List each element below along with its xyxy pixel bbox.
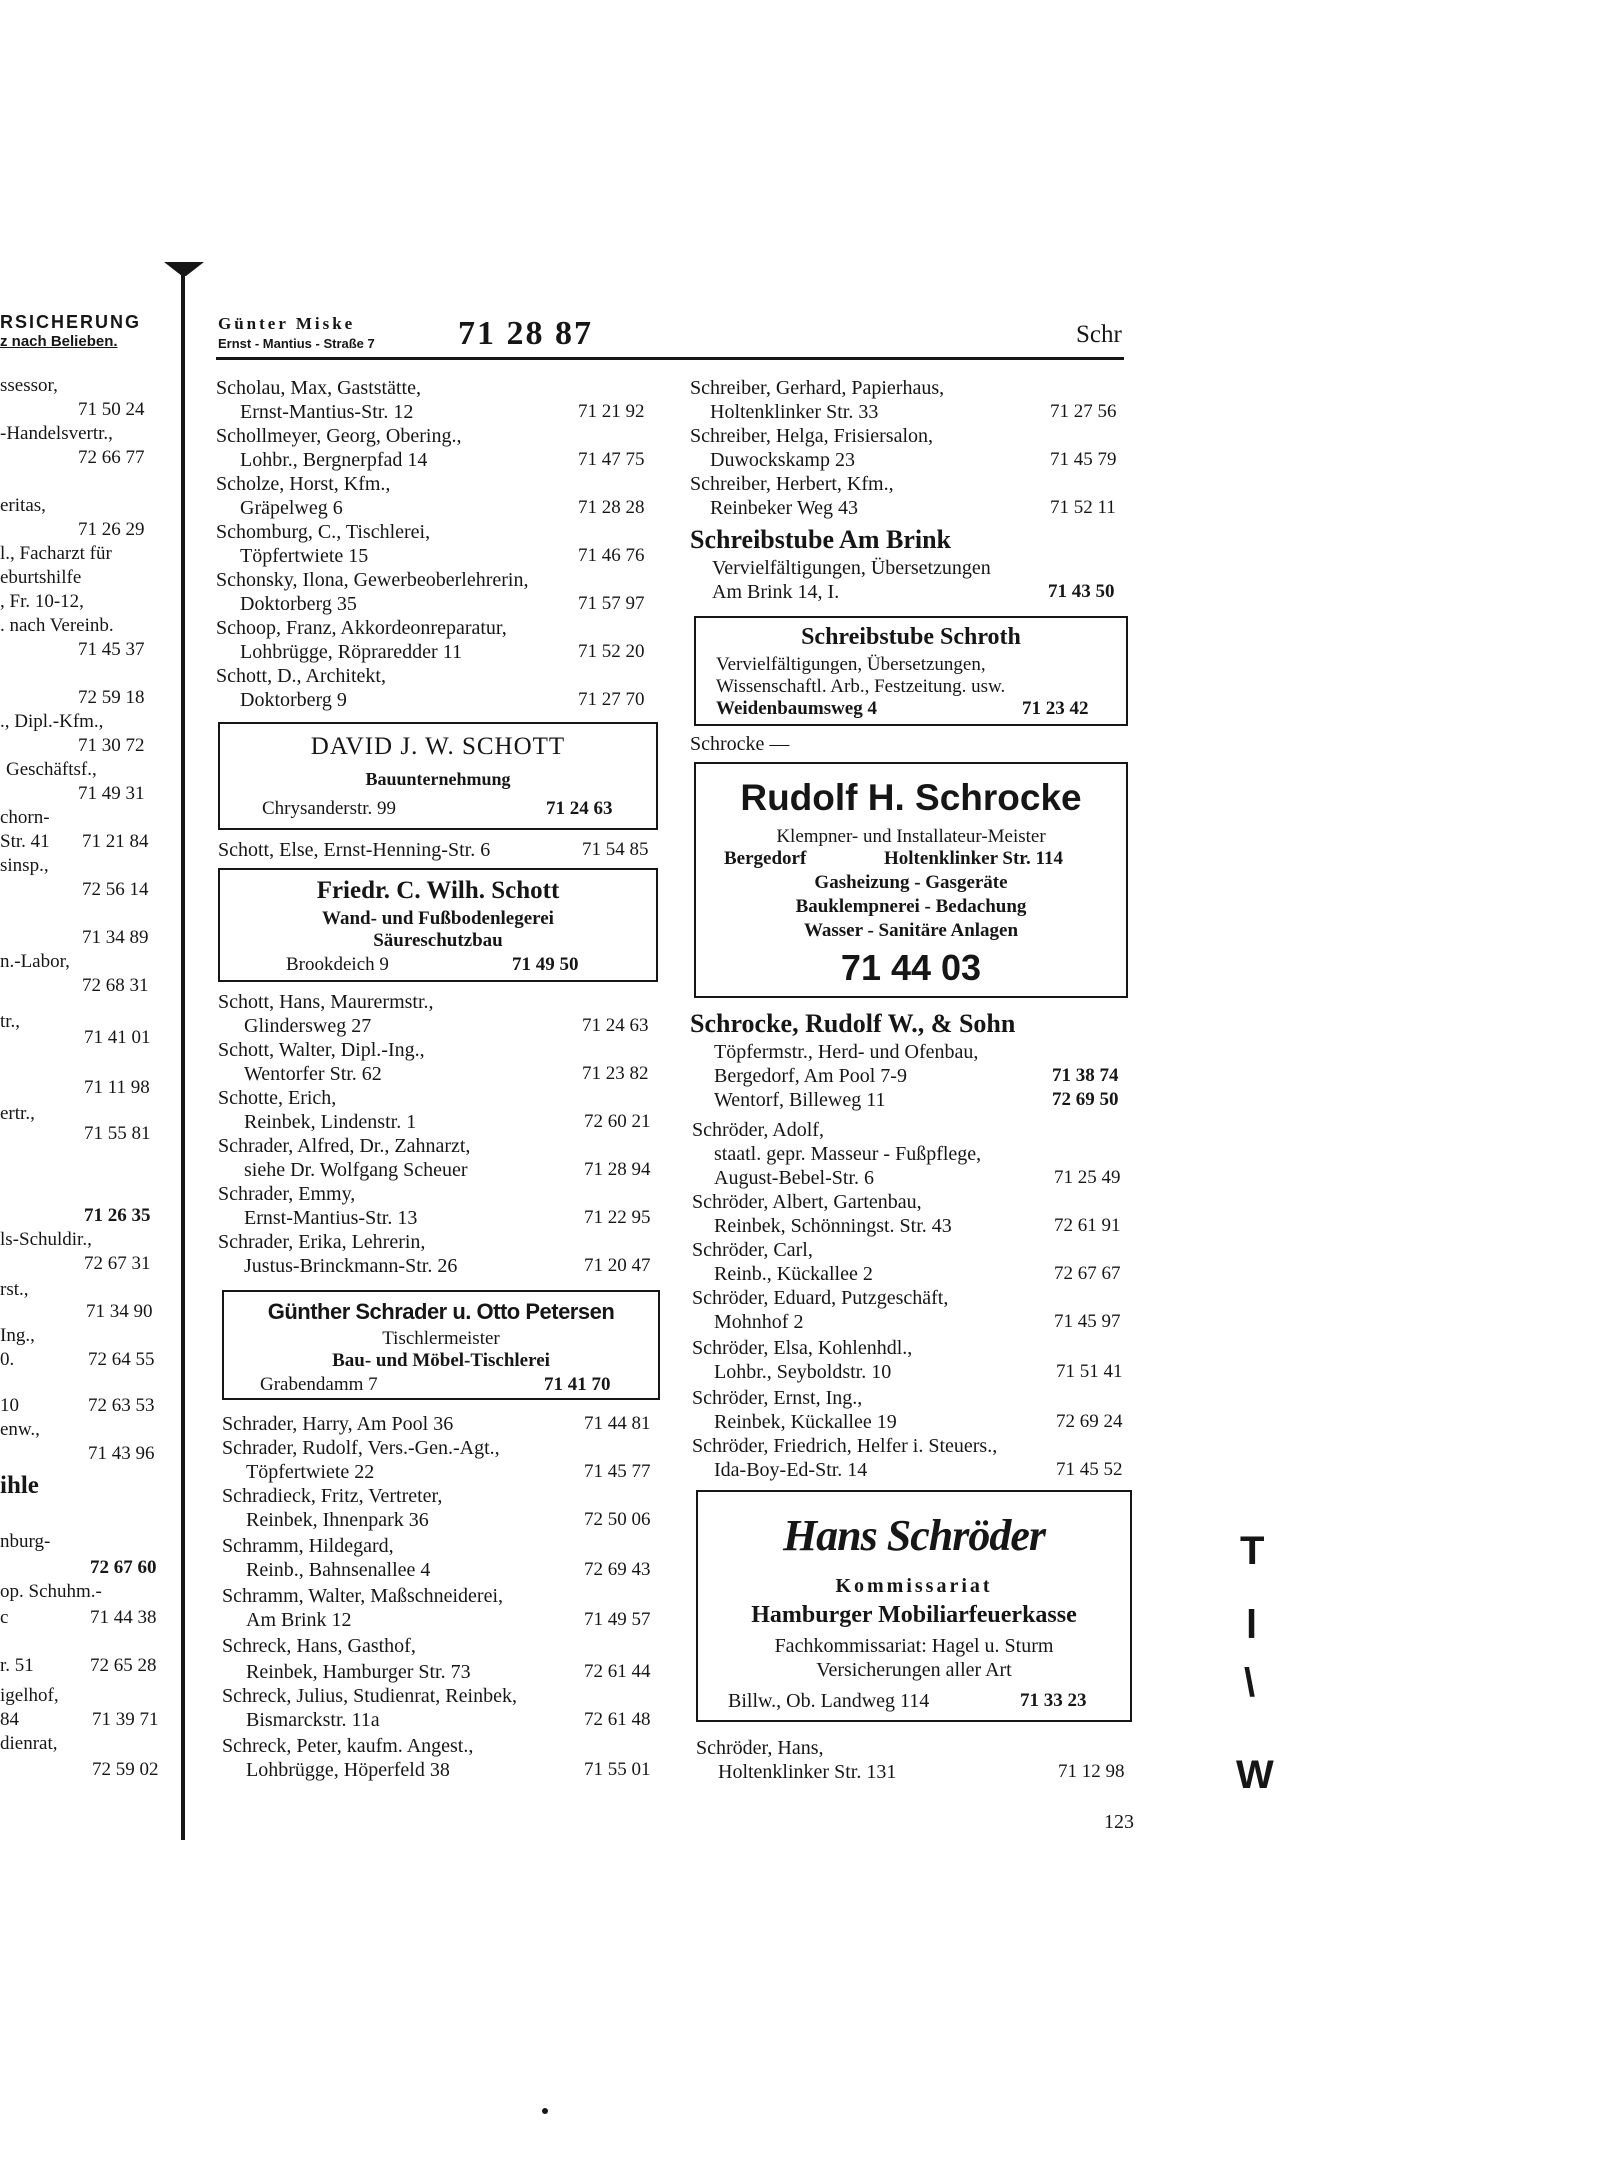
entry-name: Schreiber, Gerhard, Papierhaus, [690,377,945,399]
entry-address: Reinbek, Schönningst. Str. 43 [714,1215,952,1237]
entry-name: Schröder, Carl, [692,1239,813,1261]
ad-david-schott [218,722,658,830]
entry-phone: 71 51 41 [1056,1361,1123,1382]
entry-phone: 71 22 95 [584,1207,651,1228]
ad-line: Bergedorf [724,848,807,869]
left-line: ihle [0,1472,39,1499]
left-line: nburg- [0,1531,51,1552]
left-line: r. 51 [0,1655,34,1676]
entry-name: Schreck, Peter, kaufm. Angest., [222,1735,474,1757]
entry-phone: 71 46 76 [578,545,645,566]
left-line: 71 43 96 [88,1443,155,1464]
entry-phone: 72 50 06 [584,1509,651,1530]
entry-address: Reinbek, Ihnenpark 36 [246,1509,429,1531]
left-line: . nach Vereinb. [0,615,114,636]
ad-address: Chrysanderstr. 99 [262,798,397,819]
left-line: , Fr. 10-12, [0,591,84,612]
ad-line: Kommissariat [835,1575,993,1597]
entry-name: Schott, Hans, Maurermstr., [218,991,434,1013]
left-line: 71 26 35 [84,1205,151,1226]
left-line: 71 50 24 [78,399,145,420]
entry-phone: 71 57 97 [578,593,645,614]
entry-address: Töpfertwiete 15 [240,545,369,567]
entry-phone: 71 38 74 [1052,1065,1119,1086]
entry-name: Schradieck, Fritz, Vertreter, [222,1485,443,1507]
brink-services: Vervielfältigungen, Übersetzungen [712,557,991,579]
ad-line: Bauklempnerei - Bedachung [795,896,1027,917]
ad-line: Gasheizung - Gasgeräte [814,872,1008,893]
entry-address: Ernst-Mantius-Str. 13 [244,1207,418,1229]
entry-phone: 71 45 97 [1054,1311,1121,1332]
entry-name: Schott, D., Architekt, [216,665,386,687]
ad-address: Grabendamm 7 [260,1374,378,1395]
entry-name: Schonsky, Ilona, Gewerbeoberlehrerin, [216,569,529,591]
left-line: enw., [0,1419,40,1440]
left-line: ssessor, [0,375,58,396]
left-line: 71 39 71 [92,1709,159,1730]
left-line: Geschäftsf., [6,759,97,780]
ad-hans-schroeder [696,1490,1132,1722]
header-advertiser-address: Ernst - Mantius - Straße 7 [218,336,375,351]
ad-line: Holtenklinker Str. 114 [884,848,1063,869]
brink-phone: 71 43 50 [1048,581,1115,602]
left-line: tr., [0,1011,21,1032]
entry-phone: 72 67 67 [1054,1263,1121,1284]
entry-address: Justus-Brinckmann-Str. 26 [244,1255,458,1277]
entry-phone: 72 69 43 [584,1559,651,1580]
brink-name: Schreibstube Am Brink [690,525,952,554]
entry-phone: 71 28 94 [584,1159,651,1180]
page-number: 123 [1104,1811,1134,1833]
left-line: 72 65 28 [90,1655,157,1676]
ad-schreibstube-schroth [694,616,1128,726]
entry-phone: 72 61 48 [584,1709,651,1730]
entry-name: Schröder, Elsa, Kohlenhdl., [692,1337,913,1359]
entry-address: Töpfertwiete 22 [246,1461,375,1483]
entry-name: Schreiber, Helga, Frisiersalon, [690,425,934,447]
left-line: c [0,1607,9,1628]
entry-phone: 71 55 01 [584,1759,651,1780]
entry-name: Schröder, Friedrich, Helfer i. Steuers., [692,1435,998,1457]
entry-schott-else: Schott, Else, Ernst-Henning-Str. 6 [218,839,491,861]
left-line: 72 63 53 [88,1395,155,1416]
entry-phone: 71 45 79 [1050,449,1117,470]
entry-phone: 71 23 82 [582,1063,649,1084]
left-line: n.-Labor, [0,951,70,972]
schrocke-sohn-line: Wentorf, Billeweg 11 [714,1089,886,1111]
left-line: 72 68 31 [82,975,149,996]
ad-phone: 71 44 03 [840,947,982,988]
entry-address: Reinbek, Lindenstr. 1 [244,1111,417,1133]
entry-address: Duwockskamp 23 [710,449,855,471]
left-line: 71 34 89 [82,927,149,948]
ad-phone: 71 23 42 [1022,698,1089,719]
header-phone: 71 28 87 [458,315,593,352]
right-fragment-letter: l [1246,1603,1258,1647]
entry-name: Schreck, Julius, Studienrat, Reinbek, [222,1685,517,1707]
left-line: 71 30 72 [78,735,145,756]
entry-phone: 71 52 11 [1050,497,1116,518]
entry-address: Reinb., Kückallee 2 [714,1263,873,1285]
left-line: 84 [0,1709,19,1730]
left-line: 71 41 01 [84,1027,151,1048]
ad-line: Wasser - Sanitäre Anlagen [803,920,1019,941]
left-line: 71 44 38 [90,1607,157,1628]
entry-phone: 71 49 57 [584,1609,651,1630]
schrocke-sohn-name: Schrocke, Rudolf W., & Sohn [690,1009,1016,1038]
entry-phone: 71 45 77 [584,1461,651,1482]
left-line: eburtshilfe [0,567,82,588]
entry-phone: 71 47 75 [578,449,645,470]
left-line: Ing., [0,1325,35,1346]
ad-name: DAVID J. W. SCHOTT [310,733,566,760]
left-line: sinsp., [0,855,49,876]
ad-phone: 71 24 63 [546,798,613,819]
left-line: 71 34 90 [86,1301,153,1322]
entry-name: Schröder, Eduard, Putzgeschäft, [692,1287,949,1309]
ad-trade: Säureschutzbau [373,930,503,951]
ad-phone: 71 41 70 [544,1374,611,1395]
entry-name: Schramm, Walter, Maßschneiderei, [222,1585,504,1607]
ad-trade: Tischlermeister [382,1328,500,1349]
entry-name: Schröder, Adolf, [692,1119,824,1141]
entry-phone: 71 25 49 [1054,1167,1121,1188]
ad-name: Günther Schrader u. Otto Petersen [267,1299,615,1324]
schrocke-sohn-line: Bergedorf, Am Pool 7-9 [714,1065,907,1087]
left-line: 71 21 84 [82,831,149,852]
left-line: 71 11 98 [84,1077,150,1098]
ad-phone: 71 33 23 [1020,1690,1087,1711]
entry-address: Reinbeker Weg 43 [710,497,858,519]
right-fragment-letter: W [1236,1753,1274,1797]
entry-phone: 71 12 98 [1058,1761,1125,1782]
entry-name: Schröder, Ernst, Ing., [692,1387,863,1409]
ad-rudolf-schrocke [694,762,1128,998]
entry-name: Schomburg, C., Tischlerei, [216,521,431,543]
brink-address: Am Brink 14, I. [712,581,840,603]
ad-name: Friedr. C. Wilh. Schott [316,877,560,904]
ad-name: Rudolf H. Schrocke [740,777,1082,818]
entry-phone: 71 24 63 [582,1015,649,1036]
entry-name: Scholze, Horst, Kfm., [216,473,391,495]
ad-phone: 71 49 50 [512,954,579,975]
entry-name: Scholau, Max, Gaststätte, [216,377,421,399]
left-line: 71 45 37 [78,639,145,660]
running-head: Schr [1076,321,1122,348]
left-line: 71 26 29 [78,519,145,540]
left-line: eritas, [0,495,46,516]
left-line: 72 67 60 [90,1557,157,1578]
ad-trade: Wand- und Fußbodenlegerei [322,908,554,929]
left-heading-1: RSICHERUNG [0,312,142,332]
left-line: ., Dipl.-Kfm., [0,711,104,732]
entry-phone: 71 27 56 [1050,401,1117,422]
entry-address: August-Bebel-Str. 6 [714,1167,874,1189]
entry-name: Schoop, Franz, Akkordeonreparatur, [216,617,507,639]
entry-address: Mohnhof 2 [714,1311,804,1333]
entry-phone: 72 61 91 [1054,1215,1121,1236]
left-line: 72 59 18 [78,687,145,708]
entry-address: Gräpelweg 6 [240,497,343,519]
entry-address: Ernst-Mantius-Str. 12 [240,401,414,423]
entry-address: Ida-Boy-Ed-Str. 14 [714,1459,868,1481]
entry-phone: 71 28 28 [578,497,645,518]
entry-address: Bismarckstr. 11a [246,1709,380,1731]
entry-address: siehe Dr. Wolfgang Scheuer [244,1159,468,1181]
ad-name: Hans Schröder [782,1511,1046,1560]
left-line: ertr., [0,1103,35,1124]
entry-name: Schotte, Erich, [218,1087,337,1109]
schrocke-sohn-line: Töpfermstr., Herd- und Ofenbau, [714,1041,979,1063]
entry-address: Lohbr., Seyboldstr. 10 [714,1361,892,1383]
ad-address: Brookdeich 9 [286,954,389,975]
ad-address: Weidenbaumsweg 4 [716,698,877,719]
left-line: op. Schuhm.- [0,1581,102,1602]
entry-name: Schrader, Alfred, Dr., Zahnarzt, [218,1135,471,1157]
entry-schrader-harry: Schrader, Harry, Am Pool 36 [222,1413,454,1435]
ad-line: Vervielfältigungen, Übersetzungen, [716,654,986,675]
entry-phone: 71 20 47 [584,1255,651,1276]
left-line: igelhof, [0,1685,59,1706]
entry-name: Schrader, Rudolf, Vers.-Gen.-Agt., [222,1437,500,1459]
ad-friedr-schott [218,868,658,982]
entry-address: Lohbrügge, Höperfeld 38 [246,1759,450,1781]
left-line: 71 49 31 [78,783,145,804]
ad-line: Klempner- und Installateur-Meister [776,826,1046,847]
entry-phone: 71 27 70 [578,689,645,710]
entry-address: Holtenklinker Str. 33 [710,401,879,423]
ad-trade: Bauunternehmung [365,769,511,789]
entry-detail: staatl. gepr. Masseur - Fußpflege, [714,1143,982,1165]
left-line: Str. 41 [0,831,50,852]
entry-phone: 72 69 24 [1056,1411,1123,1432]
entry-address: Doktorberg 9 [240,689,347,711]
header-rule [216,357,1124,360]
entry-phone: 71 21 92 [578,401,645,422]
schrocke-reference: Schrocke — [690,733,790,755]
left-line: 72 67 31 [84,1253,151,1274]
ad-address: Billw., Ob. Landweg 114 [728,1690,930,1712]
ad-line: Wissenschaftl. Arb., Festzeitung. usw. [716,676,1006,697]
ad-trade: Bau- und Möbel-Tischlerei [332,1350,550,1371]
entry-name: Schrader, Emmy, [218,1183,356,1205]
ad-line: Hamburger Mobiliarfeuerkasse [751,1602,1077,1628]
ad-line: Versicherungen aller Art [816,1659,1012,1681]
entry-name: Schramm, Hildegard, [222,1535,394,1557]
entry-address: Lohbr., Bergnerpfad 14 [240,449,428,471]
entry-name: Schollmeyer, Georg, Obering., [216,425,462,447]
ad-schrader-petersen [222,1290,660,1400]
left-line: 72 56 14 [82,879,149,900]
entry-phone: 71 54 85 [582,839,649,860]
left-line: 10 [0,1395,19,1416]
ad-name: Schreibstube Schroth [801,624,1021,650]
entry-name: Schreiber, Herbert, Kfm., [690,473,894,495]
left-line: rst., [0,1279,29,1300]
entry-phone: 72 61 44 [584,1661,651,1682]
entry-address: Glindersweg 27 [244,1015,372,1037]
entry-address: Doktorberg 35 [240,593,357,615]
entry-name: Schröder, Hans, [696,1737,824,1759]
right-fragment-letter: T [1240,1529,1265,1573]
entry-address: Reinbek, Kückallee 19 [714,1411,897,1433]
ad-line: Fachkommissariat: Hagel u. Sturm [774,1635,1054,1657]
entry-phone: 72 69 50 [1052,1089,1119,1110]
entry-address: Lohbrügge, Röpraredder 11 [240,641,462,663]
left-line: chorn- [0,807,50,828]
entry-address: Reinbek, Hamburger Str. 73 [246,1661,471,1683]
left-line: 72 59 02 [92,1759,159,1780]
entry-name: Schrader, Erika, Lehrerin, [218,1231,426,1253]
entry-phone: 71 45 52 [1056,1459,1123,1480]
left-line: 71 55 81 [84,1123,151,1144]
entry-name: Schreck, Hans, Gasthof, [222,1635,416,1657]
column-divider-rule [181,270,185,1840]
left-heading-2: z nach Belieben. [0,333,118,350]
header-advertiser-name: Günter Miske [218,314,356,333]
entry-name: Schröder, Albert, Gartenbau, [692,1191,922,1213]
entry-address: Holtenklinker Str. 131 [718,1761,897,1783]
entry-phone: 71 52 20 [578,641,645,662]
left-line: 0. [0,1349,15,1370]
left-line: dienrat, [0,1733,58,1754]
left-line: 72 66 77 [78,447,145,468]
entry-name: Schott, Walter, Dipl.-Ing., [218,1039,425,1061]
entry-phone: 71 44 81 [584,1413,651,1434]
scan-speck [542,2108,548,2114]
entry-address: Am Brink 12 [246,1609,352,1631]
right-fragment-letter: \ [1244,1661,1256,1705]
left-line: l., Facharzt für [0,543,112,564]
entry-phone: 72 60 21 [584,1111,651,1132]
left-line: ls-Schuldir., [0,1229,92,1250]
gutter-ornament [164,262,204,276]
entry-address: Reinb., Bahnsenallee 4 [246,1559,431,1581]
left-line: 72 64 55 [88,1349,155,1370]
left-line: -Handelsvertr., [0,423,113,444]
entry-address: Wentorfer Str. 62 [244,1063,382,1085]
